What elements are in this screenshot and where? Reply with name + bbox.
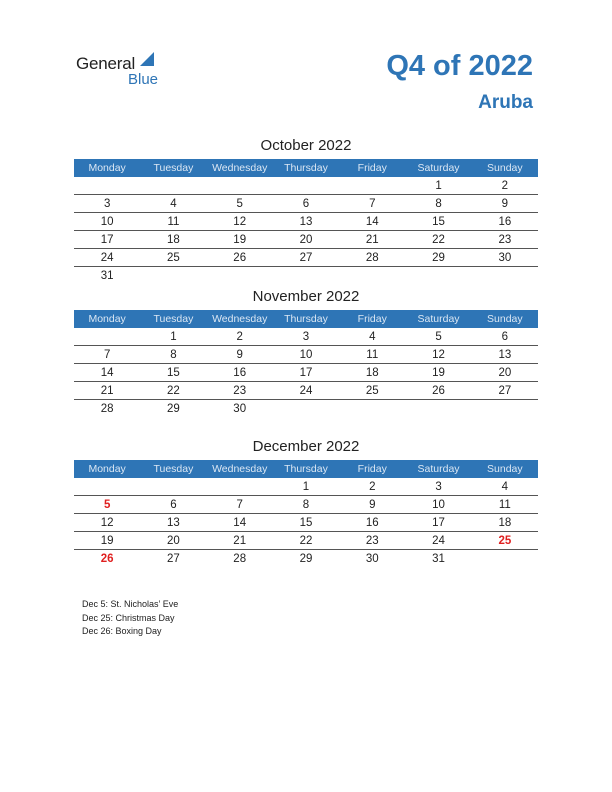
weekday-header: Friday bbox=[339, 159, 405, 177]
weekday-header: Monday bbox=[74, 310, 140, 328]
weekday-header: Saturday bbox=[405, 310, 471, 328]
day-cell: 6 bbox=[273, 195, 339, 213]
day-cell: 21 bbox=[74, 382, 140, 400]
day-cell: 8 bbox=[405, 195, 471, 213]
page-title: Q4 of 2022 bbox=[386, 50, 533, 82]
day-cell: 26 bbox=[207, 249, 273, 267]
holiday-notes bbox=[82, 598, 178, 639]
empty-day-cell bbox=[207, 177, 273, 195]
day-cell: 25 bbox=[472, 532, 538, 550]
day-cell: 20 bbox=[140, 532, 206, 550]
calendar-grid bbox=[74, 460, 538, 567]
day-cell: 19 bbox=[405, 364, 471, 382]
weekday-header: Tuesday bbox=[140, 159, 206, 177]
day-cell: 13 bbox=[472, 346, 538, 364]
weekday-header: Thursday bbox=[273, 460, 339, 478]
generalblue-logo bbox=[76, 52, 176, 88]
day-cell: 1 bbox=[405, 177, 471, 195]
day-cell: 24 bbox=[405, 532, 471, 550]
empty-day-cell bbox=[273, 267, 339, 285]
week-row bbox=[74, 364, 538, 382]
logo-triangle-icon bbox=[140, 52, 154, 66]
empty-day-cell bbox=[405, 400, 471, 418]
day-cell: 2 bbox=[339, 478, 405, 496]
week-row bbox=[74, 231, 538, 249]
day-cell: 20 bbox=[273, 231, 339, 249]
day-cell: 24 bbox=[74, 249, 140, 267]
day-cell: 11 bbox=[472, 496, 538, 514]
weekday-header: Wednesday bbox=[207, 460, 273, 478]
weekday-header: Sunday bbox=[472, 460, 538, 478]
day-cell: 8 bbox=[273, 496, 339, 514]
week-row bbox=[74, 514, 538, 532]
holiday-note: Dec 5: St. Nicholas’ Eve bbox=[82, 599, 179, 609]
day-cell: 10 bbox=[405, 496, 471, 514]
day-cell: 22 bbox=[273, 532, 339, 550]
weekday-header: Wednesday bbox=[207, 159, 273, 177]
day-cell: 13 bbox=[140, 514, 206, 532]
day-cell: 26 bbox=[405, 382, 471, 400]
day-cell: 15 bbox=[140, 364, 206, 382]
day-cell: 13 bbox=[273, 213, 339, 231]
empty-day-cell bbox=[405, 267, 471, 285]
day-cell: 25 bbox=[140, 249, 206, 267]
empty-day-cell bbox=[140, 177, 206, 195]
empty-day-cell bbox=[140, 478, 206, 496]
day-cell: 10 bbox=[74, 213, 140, 231]
day-cell: 12 bbox=[207, 213, 273, 231]
month-november bbox=[74, 288, 538, 417]
empty-day-cell bbox=[339, 177, 405, 195]
day-cell: 30 bbox=[472, 249, 538, 267]
month-title: October 2022 bbox=[260, 137, 352, 154]
day-cell: 4 bbox=[140, 195, 206, 213]
day-cell: 31 bbox=[100, 269, 114, 282]
empty-day-cell bbox=[273, 400, 339, 418]
day-cell: 5 bbox=[207, 195, 273, 213]
day-cell: 29 bbox=[299, 552, 313, 565]
week-row bbox=[74, 177, 538, 195]
day-cell: 3 bbox=[74, 195, 140, 213]
empty-day-cell bbox=[472, 267, 538, 285]
weekday-header: Saturday bbox=[405, 460, 471, 478]
day-cell: 5 bbox=[405, 328, 471, 346]
day-cell: 9 bbox=[207, 346, 273, 364]
day-cell: 27 bbox=[273, 249, 339, 267]
month-october bbox=[74, 137, 538, 284]
weekday-header-row bbox=[74, 159, 538, 177]
month-title: December 2022 bbox=[252, 438, 360, 455]
weekday-header: Sunday bbox=[472, 159, 538, 177]
month-december bbox=[74, 438, 538, 567]
day-cell: 17 bbox=[273, 364, 339, 382]
day-cell: 31 bbox=[432, 552, 445, 565]
day-cell: 28 bbox=[100, 402, 114, 415]
day-cell: 12 bbox=[405, 346, 471, 364]
day-cell: 14 bbox=[339, 213, 405, 231]
day-cell: 27 bbox=[167, 552, 180, 565]
week-row bbox=[74, 478, 538, 496]
day-cell: 21 bbox=[207, 532, 273, 550]
day-cell: 6 bbox=[140, 496, 206, 514]
day-cell: 9 bbox=[472, 195, 538, 213]
day-cell: 16 bbox=[339, 514, 405, 532]
day-cell: 30 bbox=[365, 552, 379, 565]
day-cell: 25 bbox=[339, 382, 405, 400]
week-row bbox=[74, 532, 538, 550]
weekday-header: Monday bbox=[74, 159, 140, 177]
week-row bbox=[74, 213, 538, 231]
day-cell: 2 bbox=[207, 328, 273, 346]
day-cell: 10 bbox=[273, 346, 339, 364]
day-cell: 17 bbox=[405, 514, 471, 532]
empty-day-cell bbox=[339, 267, 405, 285]
week-row bbox=[74, 550, 538, 568]
day-cell: 18 bbox=[472, 514, 538, 532]
week-row bbox=[74, 267, 538, 285]
day-cell: 6 bbox=[472, 328, 538, 346]
day-cell: 5 bbox=[74, 496, 140, 514]
day-cell: 22 bbox=[405, 231, 471, 249]
day-cell: 20 bbox=[472, 364, 538, 382]
day-cell: 15 bbox=[273, 514, 339, 532]
day-cell: 24 bbox=[273, 382, 339, 400]
day-cell: 18 bbox=[339, 364, 405, 382]
day-cell: 29 bbox=[405, 249, 471, 267]
day-cell: 14 bbox=[74, 364, 140, 382]
week-row bbox=[74, 400, 538, 418]
day-cell: 1 bbox=[273, 478, 339, 496]
weekday-header: Tuesday bbox=[140, 310, 206, 328]
empty-day-cell bbox=[74, 478, 140, 496]
day-cell: 28 bbox=[339, 249, 405, 267]
month-title: November 2022 bbox=[252, 288, 360, 305]
weekday-header: Thursday bbox=[273, 159, 339, 177]
logo-blue-text: Blue bbox=[128, 71, 159, 88]
day-cell: 26 bbox=[100, 552, 114, 565]
weekday-header: Sunday bbox=[472, 310, 538, 328]
day-cell: 29 bbox=[167, 402, 180, 415]
day-cell: 18 bbox=[140, 231, 206, 249]
calendar-grid bbox=[74, 310, 538, 417]
day-cell: 1 bbox=[140, 328, 206, 346]
day-cell: 9 bbox=[339, 496, 405, 514]
holiday-note: Dec 26: Boxing Day bbox=[82, 626, 162, 636]
day-cell: 15 bbox=[405, 213, 471, 231]
day-cell: 16 bbox=[472, 213, 538, 231]
week-row bbox=[74, 328, 538, 346]
day-cell: 14 bbox=[207, 514, 273, 532]
day-cell: 3 bbox=[405, 478, 471, 496]
day-cell: 11 bbox=[339, 346, 405, 364]
week-row bbox=[74, 346, 538, 364]
holiday-note: Dec 25: Christmas Day bbox=[82, 612, 175, 623]
day-cell: 23 bbox=[339, 532, 405, 550]
day-cell: 8 bbox=[140, 346, 206, 364]
day-cell: 4 bbox=[339, 328, 405, 346]
week-row bbox=[74, 382, 538, 400]
empty-day-cell bbox=[140, 267, 206, 285]
logo-general-text: General bbox=[76, 54, 136, 73]
day-cell: 4 bbox=[472, 478, 538, 496]
empty-day-cell bbox=[74, 177, 140, 195]
day-cell: 7 bbox=[339, 195, 405, 213]
day-cell: 19 bbox=[207, 231, 273, 249]
empty-day-cell bbox=[207, 267, 273, 285]
weekday-header: Friday bbox=[339, 310, 405, 328]
country-name: Aruba bbox=[478, 92, 533, 113]
weekday-header: Friday bbox=[339, 460, 405, 478]
day-cell: 19 bbox=[74, 532, 140, 550]
day-cell: 22 bbox=[140, 382, 206, 400]
week-row bbox=[74, 249, 538, 267]
empty-day-cell bbox=[339, 400, 405, 418]
empty-day-cell bbox=[74, 328, 140, 346]
day-cell: 27 bbox=[472, 382, 538, 400]
calendar-grid bbox=[74, 159, 538, 284]
empty-day-cell bbox=[207, 478, 273, 496]
weekday-header-row bbox=[74, 460, 538, 478]
day-cell: 21 bbox=[339, 231, 405, 249]
day-cell: 17 bbox=[74, 231, 140, 249]
day-cell: 28 bbox=[233, 552, 247, 565]
weekday-header-row bbox=[74, 310, 538, 328]
day-cell: 7 bbox=[74, 346, 140, 364]
empty-day-cell bbox=[472, 550, 538, 568]
day-cell: 23 bbox=[207, 382, 273, 400]
day-cell: 2 bbox=[472, 177, 538, 195]
week-row bbox=[74, 195, 538, 213]
weekday-header: Wednesday bbox=[207, 310, 273, 328]
weekday-header: Tuesday bbox=[140, 460, 206, 478]
empty-day-cell bbox=[273, 177, 339, 195]
day-cell: 30 bbox=[233, 402, 247, 415]
day-cell: 11 bbox=[140, 213, 206, 231]
day-cell: 7 bbox=[207, 496, 273, 514]
weekday-header: Saturday bbox=[405, 159, 471, 177]
empty-day-cell bbox=[472, 400, 538, 418]
weekday-header: Thursday bbox=[273, 310, 339, 328]
week-row bbox=[74, 496, 538, 514]
day-cell: 3 bbox=[273, 328, 339, 346]
day-cell: 12 bbox=[74, 514, 140, 532]
day-cell: 23 bbox=[472, 231, 538, 249]
weekday-header: Monday bbox=[74, 460, 140, 478]
day-cell: 16 bbox=[207, 364, 273, 382]
